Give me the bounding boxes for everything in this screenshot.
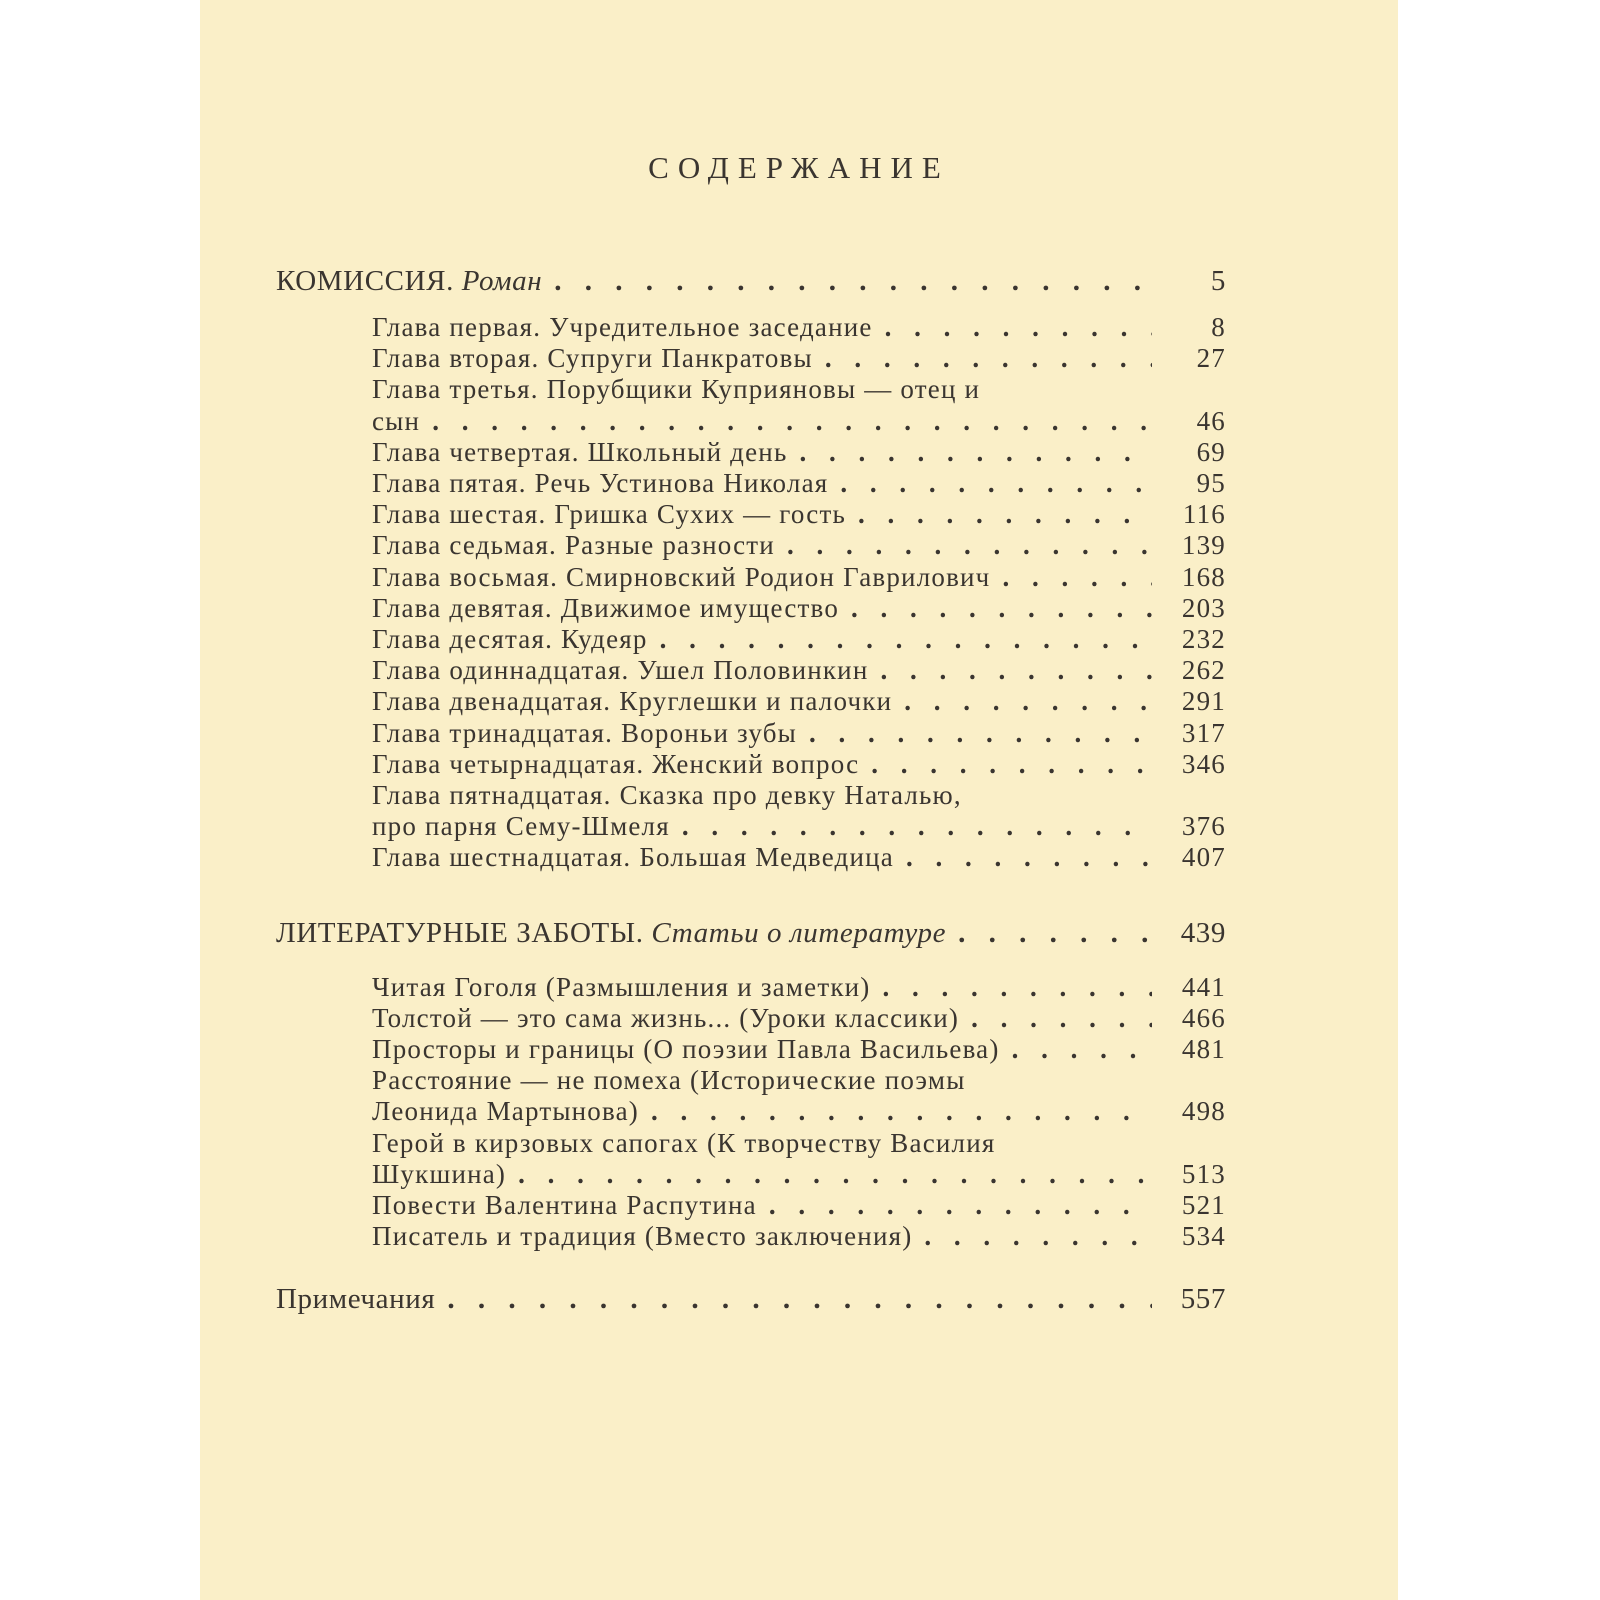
dot-leader [906,842,1152,873]
list-item [276,624,1226,655]
table-of-contents [276,262,1226,1318]
page-number: 95 [1196,468,1226,499]
page-number: 116 [1182,499,1226,530]
list-item [276,343,1226,374]
list-item [276,655,1226,686]
entry-title: Глава десятая. Кудеяр [372,624,648,655]
entry-title: Читая Гоголя (Размышления и заметки) [372,971,871,1002]
list-item [276,468,1226,499]
toc-title: СОДЕРЖАНИЕ [648,150,950,185]
list-item [276,1034,1226,1065]
page-number: 466 [1181,1002,1226,1033]
page-number: 203 [1181,592,1226,623]
entry-title-line: Глава пятнадцатая. Сказка про девку Наталью, [372,780,962,811]
list-item [276,749,1226,780]
page-number: 291 [1181,686,1226,717]
entry-title: Просторы и границы (О поэзии Павла Васильева) [372,1034,1000,1065]
dot-leader [885,312,1152,343]
list-item [276,1190,1226,1221]
dot-leader [787,530,1152,561]
dot-leader [851,593,1152,624]
list-item [276,686,1226,717]
dot-leader [1002,562,1152,593]
entry-title: Толстой — это сама жизнь... (Уроки классики) [372,1002,960,1033]
page-number: 407 [1181,842,1226,873]
page-number: 168 [1181,561,1226,592]
list-item [276,499,1226,530]
entry-title: Шукшина) [372,1158,507,1189]
section-essays [276,914,1226,952]
section-title: КОМИССИЯ. [276,265,454,297]
section-title: ЛИТЕРАТУРНЫЕ ЗАБОТЫ. [276,916,644,949]
list-item [276,312,1226,343]
entry-title: Глава четырнадцатая. Женский вопрос [372,748,860,779]
dot-leader [883,972,1153,1003]
dot-leader [809,718,1152,749]
list-item [276,718,1226,749]
dot-leader [1012,1034,1152,1065]
list-item [276,1159,1226,1190]
dot-leader [958,914,1152,952]
page-number: 346 [1181,748,1226,779]
entry-title: Глава первая. Учредительное заседание [372,312,873,342]
dot-leader [840,468,1152,499]
entry-title-line: Глава третья. Порубщики Куприяновы — отец и [372,374,981,405]
page-number: 139 [1181,530,1226,561]
dot-leader [447,1280,1152,1318]
page-number: 513 [1181,1158,1226,1189]
section-subtitle: Роман [461,265,543,297]
section-novel [276,262,1226,300]
chapter-list [276,312,1226,874]
list-item [276,811,1226,842]
list-item [276,593,1226,624]
list-item [276,437,1226,468]
entry-title-line: Расстояние — не помеха (Исторические поэмы [372,1065,966,1096]
entry-title: Глава шестнадцатая. Большая Медведица [372,842,894,873]
entry-title: Глава седьмая. Разные разности [372,530,775,561]
entry-title: Глава пятая. Речь Устинова Николая [372,468,829,499]
dot-leader [880,655,1152,686]
list-item [276,1096,1226,1127]
page-number: 557 [1180,1283,1226,1316]
entry-title: Леонида Мартынова) [372,1096,639,1127]
dot-leader [799,437,1152,468]
page-number: 534 [1181,1221,1226,1252]
entry-title: Глава четвертая. Школьный день [372,436,788,467]
page-number: 232 [1181,624,1226,655]
page-number: 439 [1180,916,1226,949]
entry-title: Повести Валентина Распутина [372,1190,757,1221]
dot-leader [924,1221,1152,1252]
dot-leader [871,749,1152,780]
page-number: 8 [1211,312,1226,342]
list-item [276,972,1226,1003]
list-item [276,562,1226,593]
page-number: 376 [1181,811,1226,842]
page-number: 46 [1196,405,1226,436]
page-number: 69 [1196,436,1226,467]
page-number: 5 [1210,265,1226,297]
list-item [276,842,1226,873]
entry-title: Глава одиннадцатая. Ушел Половинкин [372,655,869,686]
dot-leader [682,811,1152,842]
book-page [200,0,1398,1600]
dot-leader [825,343,1152,374]
dot-leader [660,624,1152,655]
dot-leader [858,499,1152,530]
list-item [276,530,1226,561]
dot-leader [554,262,1152,300]
entry-title: Писатель и традиция (Вместо заключения) [372,1221,913,1252]
entry-title: Глава вторая. Супруги Панкратовы [372,343,813,374]
essay-list [276,972,1226,1253]
entry-title: Глава шестая. Гришка Сухих — гость [372,499,846,530]
entry-title: сын [372,405,421,436]
list-item [276,406,1226,437]
entry-title: Глава тринадцатая. Вороньи зубы [372,717,797,748]
entry-title: Глава восьмая. Смирновский Родион Гаврилович [372,561,991,592]
dot-leader [904,686,1152,717]
section-title: Примечания [276,1283,436,1316]
entry-title: про парня Сему-Шмеля [372,811,670,842]
section-subtitle: Статьи о литературе [651,916,947,949]
page-number: 481 [1181,1034,1226,1065]
entry-title: Глава девятая. Движимое имущество [372,592,840,623]
dot-leader [432,406,1152,437]
page-number: 498 [1181,1096,1226,1127]
list-item [276,1221,1226,1252]
dot-leader [518,1159,1152,1190]
page-number: 27 [1196,343,1226,374]
dot-leader [971,1003,1152,1034]
section-notes [276,1280,1226,1318]
page-number: 262 [1181,655,1226,686]
page-number: 317 [1181,717,1226,748]
entry-title: Глава двенадцатая. Круглешки и палочки [372,686,893,717]
page-number: 521 [1181,1190,1226,1221]
list-item [276,1003,1226,1034]
dot-leader [651,1096,1152,1127]
entry-title-line: Герой в кирзовых сапогах (К творчеству Василия [372,1127,996,1158]
page-number: 441 [1181,971,1226,1002]
dot-leader [769,1190,1152,1221]
